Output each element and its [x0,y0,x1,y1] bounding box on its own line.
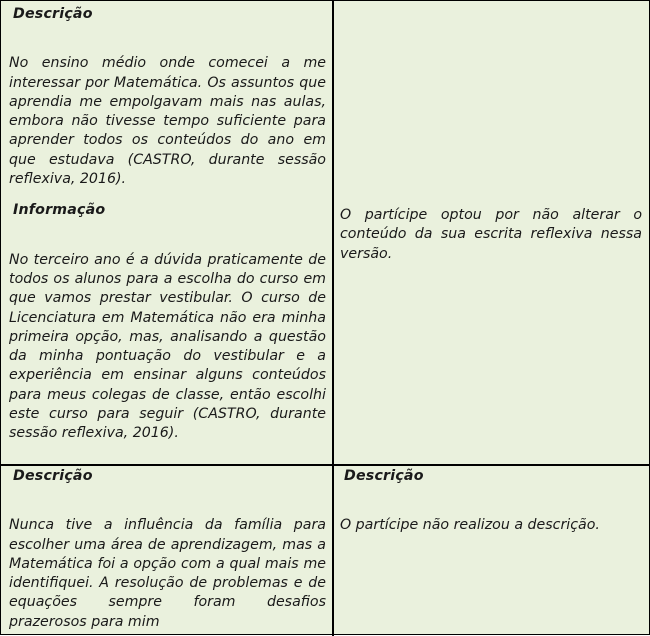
row2-right-cell [340,467,642,629]
row-divider [1,464,650,466]
row1-left-cell [9,5,326,463]
descricao-text: No ensino médio onde comecei a me interessar por Matemática. Os assuntos que aprendia me empolgavam mais nas aulas, embora não tivesse tempo suficiente para aprender todos os conteúdos do ano em que estudava (CASTRO, durante sessão reflexiva, 2016). [9,55,326,188]
informacao-text: No terceiro ano é a dúvida praticamente de todos os alunos para a escolha do curso em que vamos prestar vestibular. O curso de Licenciatura em Matemática não era minha primeira opção, mas, analisando a questão da minha pontuação do vestibular e a experiência em ensinar alguns conteúdos para meus colegas de classe, então escolhi este curso para seguir (CASTRO, durante sessão reflexiva, 2016). [9,251,326,442]
participe-note-text: O partícipe optou por não alterar o conteúdo da sua escrita reflexiva nessa versão. [340,207,642,262]
row2-left-cell [9,467,326,629]
descricao-heading: Descrição [13,6,93,22]
column-divider [332,1,334,636]
descricao-heading-row2-right: Descrição [344,468,424,484]
descricao-text-row2: Nunca tive a influência da família para escolher uma área de aprendizagem, mas a Matemática foi a opção com a qual mais me identifiquei. A resolução de problemas e de equações sempre foram desafios prazerosos para mim [9,517,326,629]
informacao-heading: Informação [13,202,106,219]
descricao-heading-row2: Descrição [13,468,93,484]
row1-right-cell [340,206,642,456]
descricao-text-row2-right: O partícipe não realizou a descrição. [340,517,600,534]
